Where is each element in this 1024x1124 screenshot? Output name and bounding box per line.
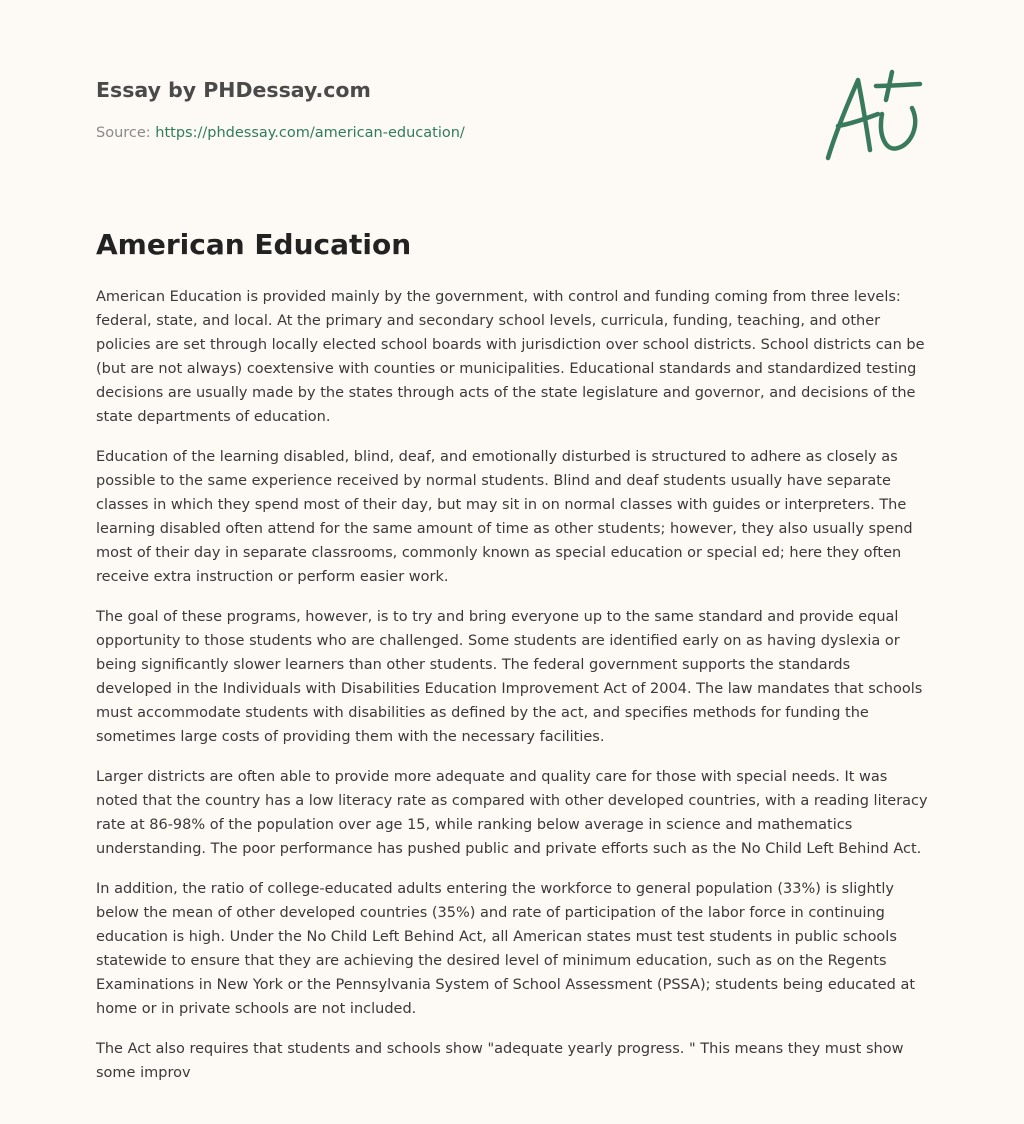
source-label: Source:: [96, 125, 151, 141]
header: [96, 76, 796, 143]
source-line: [96, 123, 796, 143]
a-plus-logo-icon: [820, 66, 930, 166]
paragraph: In addition, the ratio of college-educated adults entering the workforce to general population (33%) is slightly below the mean of other developed countries (35%) and rate of participation of the labor force in continuing education is high. Under the No Child Left Behind Act, all American states must test students in public schools statewide to ensure that they are achieving the desired level of minimum education, such as on the Regents Examinations in New York or the Pennsylvania System of School Assessment (PSSA); students being educated at home or in private schools are not included.: [96, 881, 916, 1017]
paragraph: American Education is provided mainly by the government, with control and funding coming from three levels: federal, state, and local. At the primary and secondary school levels, curricula, funding, teaching, and other policies are set through locally elected school boards with jurisdiction over school districts. School districts can be (but are not always) coextensive with counties or municipalities. Educational standards and standardized testing decisions are usually made by the states through acts of the state legislature and governor, and decisions of the state departments of education.: [96, 289, 925, 425]
paragraph: Larger districts are often able to provide more adequate and quality care for those with special needs. It was noted that the country has a low literacy rate as compared with other developed countries, with a reading literacy rate at 86-98% of the population over age 15, while ranking below average in science and mathematics understanding. The poor performance has pushed public and private efforts such as the No Child Left Behind Act.: [96, 769, 928, 857]
article-body: [96, 285, 928, 1101]
paragraph: The goal of these programs, however, is to try and bring everyone up to the same standard and provide equal opportunity to those students who are challenged. Some students are identified early on as having dyslexia or being significantly slower learners than other students. The federal government supports the standards developed in the Individuals with Disabilities Education Improvement Act of 2004. The law mandates that schools must accommodate students with disabilities as defined by the act, and specifies methods for funding the sometimes large costs of providing them with the necessary facilities.: [96, 609, 923, 745]
paragraph: Education of the learning disabled, blind, deaf, and emotionally disturbed is structured to adhere as closely as possible to the same experience received by normal students. Blind and deaf students usually have separate classes in which they spend most of their day, but may sit in on normal classes with guides or interpreters. The learning disabled often attend for the same amount of time as other students; however, they also usually spend most of their day in separate classrooms, commonly known as special education or special ed; here they often receive extra instruction or perform easier work.: [96, 449, 913, 585]
source-link[interactable]: https://phdessay.com/american-education/: [155, 125, 465, 141]
brand-title: Essay by PHDessay.com: [96, 78, 371, 102]
paragraph: The Act also requires that students and schools show "adequate yearly progress. " This means they must show some improv: [96, 1041, 904, 1081]
page-title: American Education: [96, 228, 412, 261]
